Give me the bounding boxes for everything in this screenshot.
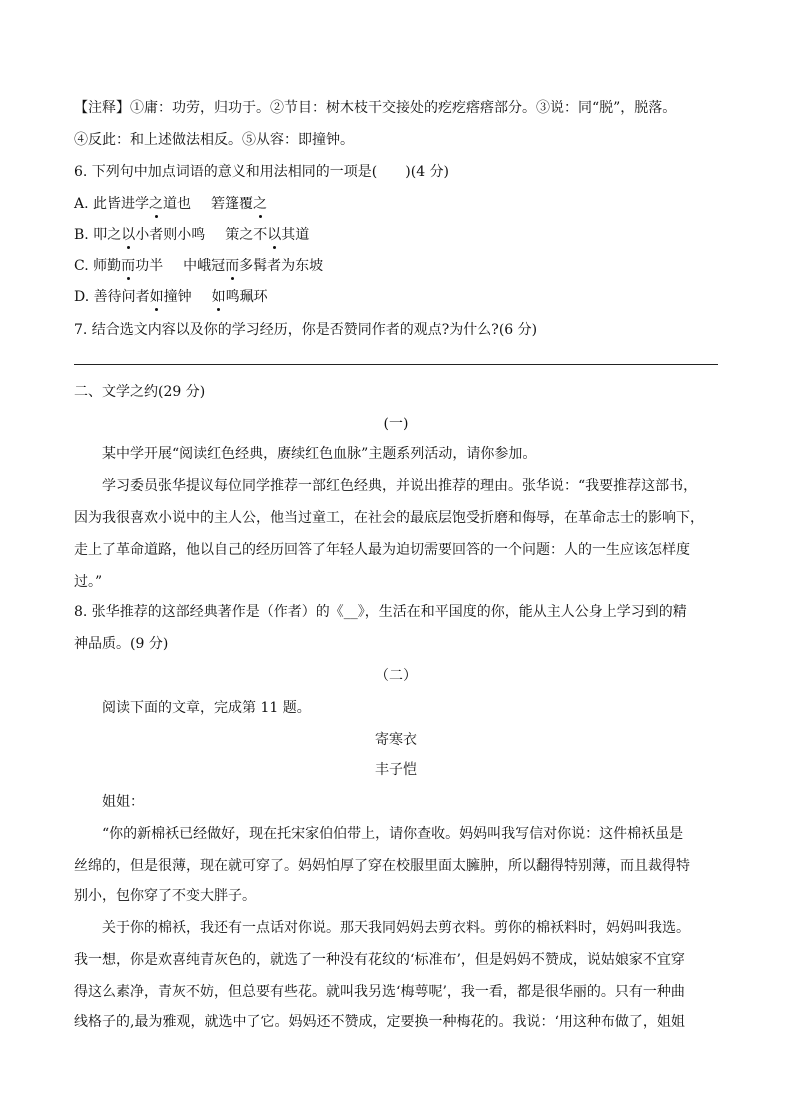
article-author: 丰子恺 [375, 762, 417, 778]
option-text: 师勤 [93, 258, 122, 274]
recommendation-paragraph-line: 过。” [74, 574, 103, 590]
annotation-line-1: 【注释】①庸：功劳，归功于。②节目：树木枝干交接处的疙疙瘩瘩部分。③说：同“脱”，脱落。 [74, 100, 677, 116]
annotation-line-2: ④反此：和上述做法相反。⑤从容：即撞钟。 [74, 132, 354, 148]
letter-body-line: “你的新棉袄已经做好，现在托宋家伯伯带上，请你查收。妈妈叫我写信对你说：这件棉袄虽是 [102, 826, 684, 842]
recommendation-paragraph-line: 因为我很喜欢小说中的主人公，他当过童工，在社会的最底层饱受折磨和侮辱，在革命志士的影响下， [74, 510, 704, 526]
letter-body-line: 得这么素净，青灰不妨，但总要有些花。就叫我另选‘梅萼呢’，我一看，都是很华丽的。只有一种曲 [74, 984, 685, 1000]
option-letter: B. [74, 227, 89, 243]
option-text: 此皆进学 [93, 196, 150, 212]
dotted-character: 而 [225, 258, 240, 274]
option-text: 其道 [281, 227, 310, 243]
option-a [74, 194, 722, 216]
option-letter: C. [74, 258, 89, 274]
option-text: 善待问者 [93, 289, 150, 305]
option-text: 鸣珮环 [225, 289, 268, 305]
answer-line [74, 364, 718, 365]
dotted-character: 如 [149, 289, 164, 305]
option-text: 小者则小鸣 [135, 227, 206, 243]
question-6-stem-before: 6. 下列句中加点词语的意义和用法相同的一项是( [74, 164, 378, 180]
option-b [74, 225, 722, 247]
dotted-character: 以 [267, 227, 282, 243]
letter-body-line: 别小，包你穿了不变大胖子。 [74, 888, 256, 904]
article-title: 寄寒衣 [375, 732, 417, 748]
dotted-character: 而 [121, 258, 136, 274]
option-text: 道也 [163, 196, 192, 212]
option-d [74, 287, 722, 309]
letter-body-line: 我一想，你是欢喜纯青灰色的，就选了一种没有花纹的‘标准布’，但是妈妈不赞成，说姑娘家不宜穿 [74, 952, 685, 968]
option-letter: A. [74, 196, 89, 212]
option-text: 策之不 [225, 227, 268, 243]
letter-body-line: 丝绵的，但是很薄，现在就可穿了。妈妈怕厚了穿在校服里面太臃肿，所以翻得特别薄，而且裁得特 [74, 858, 690, 874]
option-text: 叩之 [93, 227, 122, 243]
question-6-stem [74, 162, 722, 184]
recommendation-paragraph-line: 学习委员张华提议每位同学推荐一部红色经典，并说出推荐的理由。张华说：“我要推荐这部书， [102, 478, 698, 494]
question-8-line-1: 8. 张华推荐的这部经典著作是（作者）的《__》，生活在和平国度的你，能从主人公身上学习到的精 [74, 604, 687, 620]
dotted-character: 如 [211, 289, 226, 305]
dotted-character: 之 [253, 196, 268, 212]
option-letter: D. [74, 289, 90, 305]
letter-body-line: 线格子的,最为雅观，就选中了它。妈妈还不赞成，定要换一种梅花的。我说：‘用这种布做了，姐姐 [74, 1014, 685, 1030]
letter-salutation: 姐姐： [102, 794, 144, 810]
part-2-label: （二） [375, 668, 417, 684]
dotted-character: 之 [149, 196, 164, 212]
question-6-stem-after: )(4 分) [405, 164, 450, 180]
part-1-label: (一) [383, 416, 409, 432]
option-text: 多髯者为东坡 [239, 258, 324, 274]
option-text: 撞钟 [163, 289, 192, 305]
question-7: 7. 结合选文内容以及你的学习经历，你是否赞同作者的观点?为什么?(6 分) [74, 322, 538, 338]
option-text: 功半 [135, 258, 164, 274]
recommendation-paragraph-line: 走上了革命道路，他以自己的经历回答了年轻人最为迫切需要回答的一个问题：人的一生应该怎样度 [74, 542, 690, 558]
option-text: 中峨冠 [183, 258, 226, 274]
dotted-character: 以 [121, 227, 136, 243]
section-2-title: 二、文学之约(29 分) [74, 384, 206, 400]
part-2-intro: 阅读下面的文章，完成第 11 题。 [102, 700, 311, 716]
letter-body-line: 关于你的棉袄，我还有一点话对你说。那天我同妈妈去剪衣料。剪你的棉袄料时，妈妈叫我选。 [102, 920, 690, 936]
option-c [74, 256, 722, 278]
activity-intro: 某中学开展“阅读红色经典，赓续红色血脉”主题系列活动，请你参加。 [102, 446, 537, 462]
question-8-line-2: 神品质。(9 分) [74, 636, 169, 652]
option-text: 箬篷覆 [211, 196, 254, 212]
